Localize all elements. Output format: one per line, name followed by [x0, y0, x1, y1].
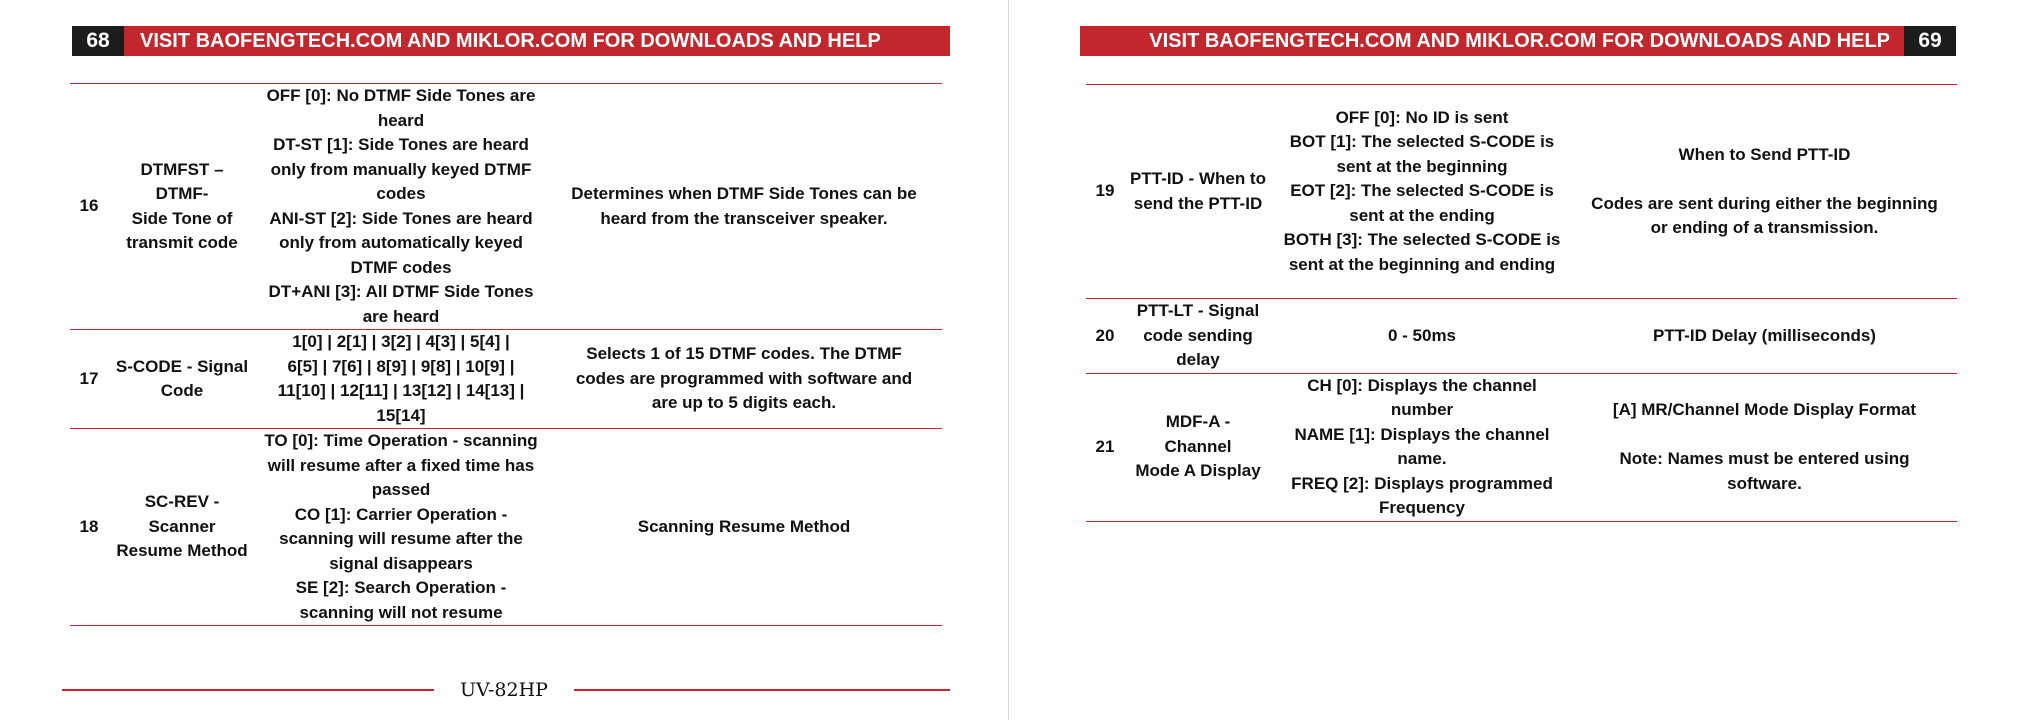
description-line: [1578, 167, 1951, 192]
option-line: scanning will resume after the: [279, 529, 523, 548]
option-line: Frequency: [1379, 498, 1465, 517]
menu-name: [108, 330, 256, 429]
option-line: 15[14]: [376, 405, 426, 425]
table-row: [1086, 85, 1957, 299]
menu-name: [108, 84, 256, 330]
option-line: only from manually keyed DTMF: [270, 159, 532, 179]
option-line: EOT [2]: The selected S-CODE is: [1290, 181, 1554, 201]
table-row: [1086, 299, 1957, 374]
description-line: Scanning Resume Method: [637, 516, 851, 536]
menu-name: [1124, 299, 1272, 374]
option-line: scanning will not resume: [299, 602, 503, 622]
option-line: CH [0]: Displays the channel: [1307, 375, 1537, 395]
menu-name-line: Side Tone of: [131, 208, 233, 228]
description-line: Determines when DTMF Side Tones can be: [571, 184, 917, 203]
menu-name-line: MDF-A - Channel: [1164, 412, 1232, 456]
menu-name-line: Code: [160, 381, 204, 400]
option-line: 1[0] | 2[1] | 3[2] | 4[3] | 5[4] |: [292, 332, 510, 351]
description-line: When to Send PTT-ID: [1678, 144, 1851, 164]
option-line: BOTH [3]: The selected S-CODE is: [1283, 230, 1561, 250]
menu-options: [256, 429, 546, 626]
menu-name-line: transmit code: [126, 233, 238, 252]
menu-name-line: Resume Method: [116, 541, 248, 561]
description-line: are up to 5 digits each.: [651, 393, 837, 413]
table-row: [70, 429, 942, 626]
menu-number: 17: [79, 368, 99, 388]
option-line: sent at the beginning and ending: [1288, 254, 1556, 274]
page-number: 69: [1904, 26, 1956, 56]
option-line: OFF [0]: No ID is sent: [1335, 107, 1509, 127]
option-line: passed: [371, 480, 431, 499]
page-number: 68: [72, 26, 124, 56]
option-line: number: [1390, 400, 1454, 419]
footer-rule: [574, 689, 950, 691]
description-line: PTT-ID Delay (milliseconds): [1653, 325, 1876, 345]
description-line: or ending of a transmission.: [1650, 218, 1879, 237]
menu-number: 18: [79, 516, 99, 536]
table-row: [1086, 373, 1957, 521]
description-line: codes are programmed with software and: [575, 368, 913, 388]
page-footer: [62, 675, 950, 705]
table-row: [70, 84, 942, 330]
description-line: [A] MR/Channel Mode Display Format: [1612, 400, 1917, 419]
option-line: FREQ [2]: Displays programmed: [1291, 473, 1553, 493]
menu-description: [1572, 373, 1957, 521]
menu-options: [1272, 85, 1572, 299]
description-line: heard from the transceiver speaker.: [600, 208, 888, 228]
menu-number: 20: [1095, 325, 1115, 345]
page-divider: [1008, 0, 1009, 720]
option-line: NAME [1]: Displays the channel: [1294, 424, 1550, 444]
description-line: Selects 1 of 15 DTMF codes. The DTMF: [586, 344, 902, 364]
menu-name-line: send the PTT-ID: [1133, 193, 1263, 213]
option-line: CO [1]: Carrier Operation -: [294, 504, 508, 524]
option-line: are heard: [362, 306, 440, 326]
description-line: Codes are sent during either the beginning: [1591, 193, 1938, 213]
menu-number: 16: [79, 196, 99, 216]
option-line: sent at the ending: [1349, 205, 1495, 225]
menu-options: [256, 84, 546, 330]
menu-name-line: Mode A Display: [1135, 461, 1261, 481]
option-line: 11[10] | 12[11] | 13[12] | 14[13] |: [277, 381, 525, 400]
menu-name-line: S-CODE - Signal: [115, 356, 249, 376]
table-row: [70, 330, 942, 429]
description-line: software.: [1727, 473, 1802, 493]
menu-description: [546, 84, 942, 330]
menu-options: [1272, 299, 1572, 374]
option-line: 6[5] | 7[6] | 8[9] | 9[8] | 10[9] |: [287, 356, 515, 376]
menu-settings-table: [70, 83, 942, 626]
header-banner: VISIT BAOFENGTECH.COM AND MIKLOR.COM FOR DOWNLOADS AND HELP: [124, 26, 950, 56]
menu-name-line: SC-REV - Scanner: [144, 492, 220, 536]
menu-name-line: PTT-LT - Signal: [1136, 301, 1260, 320]
page-header: [1080, 26, 1956, 56]
menu-settings-table: [1086, 84, 1957, 522]
menu-name: [1124, 373, 1272, 521]
option-line: sent at the beginning: [1336, 156, 1508, 176]
header-banner: VISIT BAOFENGTECH.COM AND MIKLOR.COM FOR DOWNLOADS AND HELP: [1080, 26, 1904, 56]
option-line: SE [2]: Search Operation -: [295, 578, 507, 597]
option-line: will resume after a fixed time has: [267, 455, 535, 475]
option-line: 0 - 50ms: [1387, 325, 1457, 345]
menu-description: [1572, 85, 1957, 299]
option-line: name.: [1397, 449, 1447, 468]
option-line: codes: [376, 184, 426, 203]
menu-name: [108, 429, 256, 626]
menu-description: [1572, 299, 1957, 374]
option-line: OFF [0]: No DTMF Side Tones are: [266, 86, 536, 105]
right-page: [1010, 0, 2018, 720]
option-line: TO [0]: Time Operation - scanning: [264, 431, 538, 450]
menu-name-line: delay: [1176, 350, 1220, 369]
footer-rule: [62, 689, 434, 691]
description-line: Note: Names must be entered using: [1619, 449, 1910, 468]
menu-number: 19: [1095, 181, 1115, 201]
menu-number: 21: [1095, 436, 1115, 456]
menu-name: [1124, 85, 1272, 299]
menu-name-line: PTT-ID - When to: [1130, 169, 1266, 188]
menu-description: [546, 330, 942, 429]
page-header: [72, 26, 950, 56]
description-line: [1578, 423, 1951, 448]
footer-model-name: UV-82HP: [460, 679, 548, 701]
option-line: heard: [377, 110, 425, 130]
left-page: [0, 0, 1008, 720]
menu-options: [1272, 373, 1572, 521]
option-line: DT+ANI [3]: All DTMF Side Tones: [268, 282, 534, 301]
option-line: DTMF codes: [350, 257, 452, 277]
option-line: BOT [1]: The selected S-CODE is: [1289, 132, 1555, 152]
option-line: signal disappears: [329, 553, 473, 573]
option-line: DT-ST [1]: Side Tones are heard: [273, 135, 529, 154]
menu-name-line: DTMFST – DTMF-: [140, 159, 224, 203]
menu-name-line: code sending: [1143, 325, 1253, 345]
menu-options: [256, 330, 546, 429]
option-line: ANI-ST [2]: Side Tones are heard: [269, 208, 533, 228]
option-line: only from automatically keyed: [279, 233, 523, 252]
menu-description: [546, 429, 942, 626]
